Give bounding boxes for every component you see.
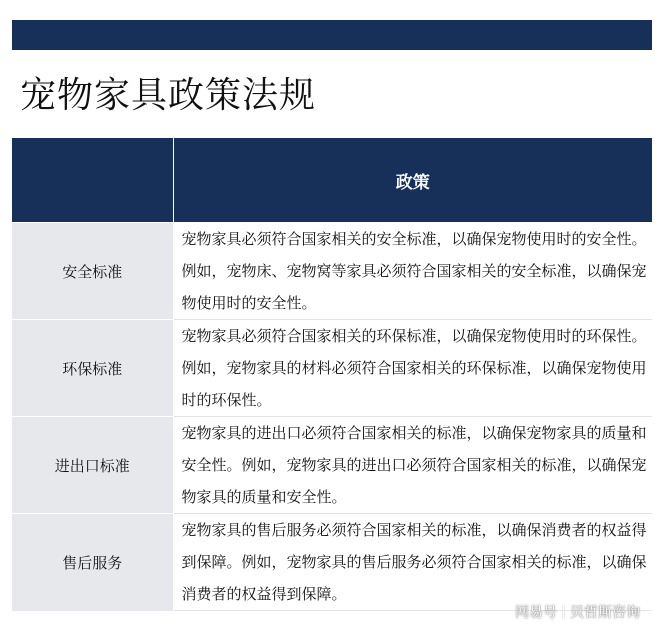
watermark-source: 网易号 <box>515 605 557 621</box>
header-policy-cell: 政策 <box>173 138 652 223</box>
table-row <box>12 417 652 514</box>
row-policy-after-sales: 宠物家具的售后服务必须符合国家相关的标准，以确保消费者的权益得到保障。例如，宠物家具的售后服务必须符合国家相关的标准，以确保消费者的权益得到保障。 <box>173 514 652 611</box>
table-row <box>12 320 652 417</box>
table-row <box>12 514 652 611</box>
row-policy-import-export: 宠物家具的进出口必须符合国家相关的标准，以确保宠物家具的质量和安全性。例如，宠物家具的进出口必须符合国家相关的标准，以确保宠物家具的质量和安全性。 <box>173 417 652 514</box>
source-watermark <box>515 602 640 622</box>
row-policy-safety: 宠物家具必须符合国家相关的安全标准，以确保宠物使用时的安全性。例如，宠物床、宠物窝等家具必须符合国家相关的安全标准，以确保宠物使用时的安全性。 <box>173 223 652 320</box>
page-title: 宠物家具政策法规 <box>20 75 317 116</box>
table-header-row <box>12 138 652 223</box>
header-category-cell <box>12 138 173 223</box>
top-banner-bar <box>12 20 652 50</box>
policy-table <box>12 138 652 611</box>
table-row <box>12 223 652 320</box>
row-category-environment: 环保标准 <box>12 320 173 417</box>
row-category-safety: 安全标准 <box>12 223 173 320</box>
watermark-divider <box>563 605 564 619</box>
row-policy-environment: 宠物家具必须符合国家相关的环保标准，以确保宠物使用时的环保性。例如，宠物家具的材料必须符合国家相关的环保标准，以确保宠物使用时的环保性。 <box>173 320 652 417</box>
row-category-import-export: 进出口标准 <box>12 417 173 514</box>
row-category-after-sales: 售后服务 <box>12 514 173 611</box>
watermark-author: 贝哲斯咨询 <box>570 605 640 621</box>
